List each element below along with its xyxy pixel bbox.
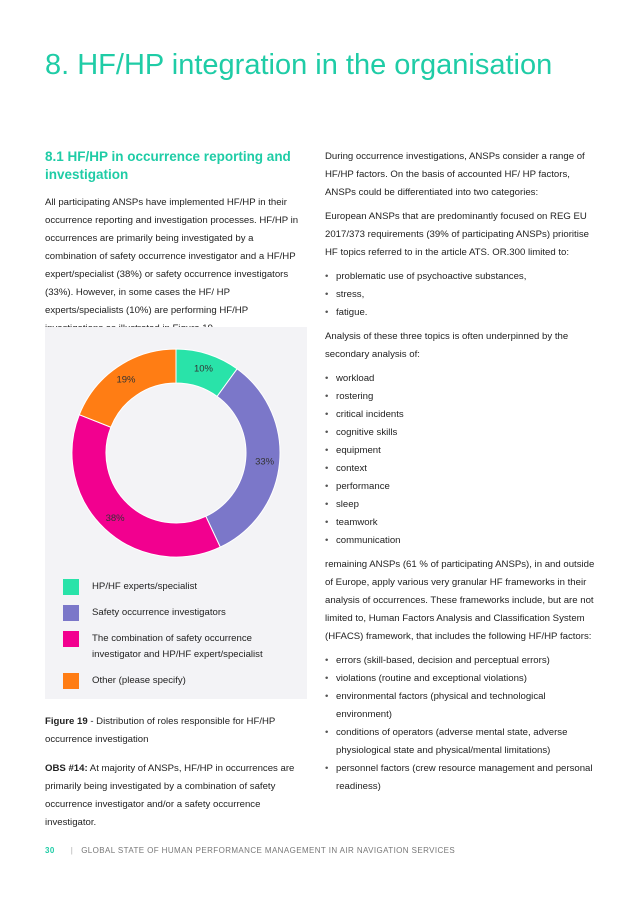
- list-item: [325, 304, 600, 322]
- legend-label: The combination of safety occurrence investigator and HP/HF expert/specialist: [92, 633, 263, 660]
- donut-slice: [72, 415, 220, 557]
- list-item: [325, 478, 600, 496]
- page-title: 8. HF/HP integration in the organisation: [45, 49, 553, 81]
- footer-separator: |: [70, 846, 74, 855]
- slice-data-label: 10%: [193, 363, 214, 375]
- list-item-text: equipment: [336, 445, 381, 456]
- secondary-analysis-list: [325, 370, 600, 550]
- list-item-text: communication: [336, 535, 401, 546]
- bullet-icon: •: [325, 463, 329, 474]
- right-para-2: European ANSPs that are predominantly focused on REG EU 2017/373 requirements (39% of participating ANSPs) prioritise HF topics referred to in the article ATS. OR.300 limited to:: [325, 211, 589, 258]
- list-item: [325, 532, 600, 550]
- bullet-icon: •: [325, 427, 329, 438]
- legend-item: [63, 631, 303, 663]
- observation-label: OBS #14:: [45, 763, 88, 774]
- list-item-text: performance: [336, 481, 390, 492]
- list-item: [325, 424, 600, 442]
- right-column: [325, 148, 600, 802]
- slice-data-label: 38%: [105, 512, 125, 524]
- right-para-4: remaining ANSPs (61 % of participating ANSPs), in and outside of Europe, apply various very granular HF frameworks in their analysis of occurrences. These frameworks include, but are not limited to, Human Factors Analysis and Classification System (HFACS) framework, that includes the following HF/HP factors:: [325, 559, 595, 642]
- bullet-icon: •: [325, 727, 329, 738]
- donut-chart-panel: [45, 327, 307, 699]
- list-item-text: sleep: [336, 499, 359, 510]
- bullet-icon: •: [325, 481, 329, 492]
- slice-data-label: 33%: [255, 456, 275, 468]
- figure-caption: [45, 713, 307, 749]
- legend-label: Other (please specify): [92, 675, 186, 686]
- list-item-text: cognitive skills: [336, 427, 398, 438]
- legend-item: [63, 579, 303, 595]
- list-item: [325, 670, 600, 688]
- list-item: [325, 406, 600, 424]
- list-item-text: critical incidents: [336, 409, 404, 420]
- donut-chart: [45, 327, 307, 577]
- figure-caption-text: - Distribution of roles responsible for HF/HP occurrence investigation: [45, 716, 276, 745]
- bullet-icon: •: [325, 655, 329, 666]
- bullet-icon: •: [325, 499, 329, 510]
- slice-data-label: 19%: [116, 374, 136, 386]
- right-para-1: During occurrence investigations, ANSPs consider a range of HF/HP factors. On the basis of accounted HF/ HP factors, ANSPs could be differentiated into two categories:: [325, 151, 585, 198]
- chart-legend: [63, 579, 303, 699]
- list-item-text: workload: [336, 373, 375, 384]
- legend-label: Safety occurrence investigators: [92, 607, 226, 618]
- bullet-icon: •: [325, 763, 329, 774]
- list-item: [325, 688, 600, 724]
- bullet-icon: •: [325, 271, 329, 282]
- list-item: [325, 442, 600, 460]
- bullet-icon: •: [325, 391, 329, 402]
- right-para-3: Analysis of these three topics is often underpinned by the secondary analysis of:: [325, 331, 569, 360]
- list-item-text: context: [336, 463, 367, 474]
- hfacs-factors-list: [325, 652, 600, 796]
- list-item: [325, 388, 600, 406]
- list-item: [325, 286, 600, 304]
- observation: [45, 760, 307, 832]
- list-item: [325, 496, 600, 514]
- bullet-icon: •: [325, 673, 329, 684]
- list-item: [325, 370, 600, 388]
- observation-text: At majority of ANSPs, HF/HP in occurrences are primarily being investigated by a combination of safety occurrence investigator and/or a safety occurrence investigator.: [45, 763, 295, 828]
- page-number: 30: [45, 846, 55, 855]
- bullet-icon: •: [325, 307, 329, 318]
- list-item-text: problematic use of psychoactive substances,: [336, 271, 527, 282]
- bullet-icon: •: [325, 691, 329, 702]
- bullet-icon: •: [325, 373, 329, 384]
- list-item: [325, 514, 600, 532]
- list-item: [325, 268, 600, 286]
- section-heading: 8.1 HF/HP in occurrence reporting and investigation: [45, 149, 291, 182]
- section-intro: All participating ANSPs have implemented HF/HP in their occurrence reporting and investigation processes. HF/HP in occurrences are primarily being investigated by a combination of safety occurrence investigator and a HF/HP expert/specialist (38%) or safety occurrence investigators (33%). However, in some cases the HF/ HP experts/specialists (10%) are performing HF/HP: [45, 197, 299, 316]
- list-item-text: errors (skill-based, decision and perceptual errors): [336, 655, 550, 666]
- list-item-text: teamwork: [336, 517, 378, 528]
- legend-swatch: [63, 579, 79, 595]
- legend-item: [63, 673, 303, 689]
- legend-swatch: [63, 605, 79, 621]
- list-item-text: personnel factors (crew resource management and personal readiness): [336, 763, 593, 792]
- left-column: [45, 148, 307, 338]
- list-item-text: fatigue.: [336, 307, 368, 318]
- list-item-text: conditions of operators (adverse mental state, adverse physiological state and physical/mental limitations): [336, 727, 568, 756]
- legend-label: HP/HF experts/specialist: [92, 581, 198, 592]
- bullet-icon: •: [325, 409, 329, 420]
- list-item: [325, 652, 600, 670]
- psychoactive-topics-list: [325, 268, 600, 322]
- running-title: GLOBAL STATE OF HUMAN PERFORMANCE MANAGEMENT IN AIR NAVIGATION SERVICES: [81, 846, 456, 855]
- donut-slice: [79, 349, 176, 427]
- list-item: [325, 760, 600, 796]
- legend-item: [63, 605, 303, 621]
- list-item-text: stress,: [336, 289, 365, 300]
- page-footer: [45, 846, 455, 855]
- list-item-text: rostering: [336, 391, 374, 402]
- legend-swatch: [63, 631, 79, 647]
- list-item-text: environmental factors (physical and technological environment): [336, 691, 546, 720]
- list-item: [325, 724, 600, 760]
- bullet-icon: •: [325, 535, 329, 546]
- bullet-icon: •: [325, 445, 329, 456]
- legend-swatch: [63, 673, 79, 689]
- list-item: [325, 460, 600, 478]
- bullet-icon: •: [325, 517, 329, 528]
- figure-caption-label: Figure 19: [45, 716, 88, 727]
- bullet-icon: •: [325, 289, 329, 300]
- list-item-text: violations (routine and exceptional violations): [336, 673, 527, 684]
